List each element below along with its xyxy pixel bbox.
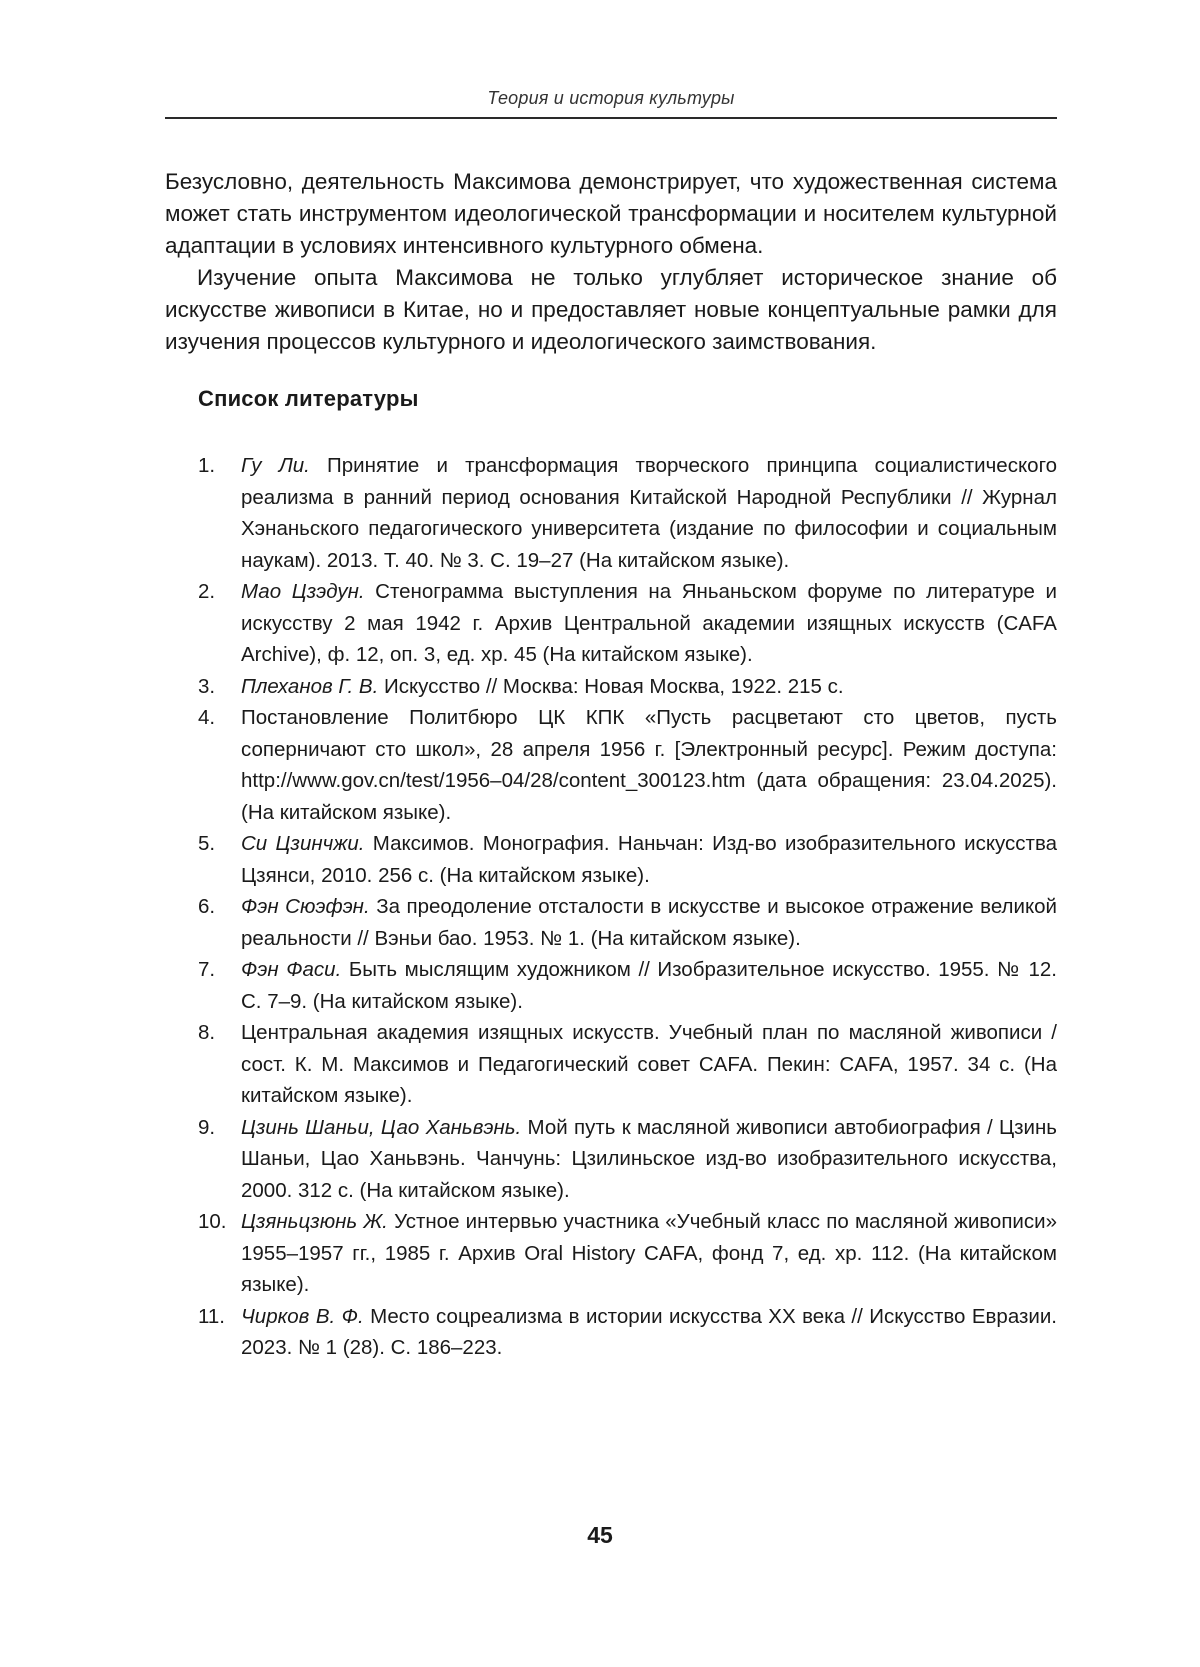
reference-text: Искусство // Москва: Новая Москва, 1922. 215 с.	[383, 674, 844, 698]
reference-author: Цзинь Шаньи, Цао Ханьвэнь.	[241, 1115, 522, 1139]
reference-text: За преодоление отсталости в искусстве и высокое отражение великой реальности // Вэньи бао. 1953. № 1. (На китайском языке).	[241, 895, 1057, 950]
reference-author: Си Цзинчжи.	[241, 832, 365, 855]
reference-item	[198, 671, 1057, 703]
reference-author: Фэн Фаси.	[241, 958, 342, 981]
reference-item	[198, 576, 1057, 671]
body-paragraph: Безусловно, деятельность Максимова демонстрирует, что художественная система может стать инструментом идеологической трансформации и носителем культурной адаптации в условиях интенсивного культурного обмена.	[165, 169, 1057, 258]
reference-item	[198, 1017, 1057, 1112]
body-paragraph: Изучение опыта Максимова не только углубляет историческое знание об искусстве живописи в Китае, но и предоставляет новые концептуальные рамки для изучения процессов культурного и идеологического заимствования.	[165, 265, 1057, 354]
reference-text: Устное интервью участника «Учебный класс по масляной живописи» 1955–1957 гг., 1985 г. Архив Oral History CAFA, фонд 7, ед. хр. 112. (На китайском языке).	[241, 1210, 1057, 1296]
references-list	[198, 450, 1057, 1364]
header-divider	[165, 117, 1057, 119]
reference-number: 9.	[198, 1115, 216, 1139]
reference-number: 3.	[198, 674, 216, 698]
reference-number: 7.	[198, 958, 216, 981]
reference-text: Центральная академия изящных искусств. Учебный план по масляной живописи / сост. К. М. Максимов и Педагогический совет CAFA. Пекин: CAFA, 1957. 34 с. (На китайском языке).	[241, 1021, 1057, 1107]
reference-author: Плеханов Г. В.	[241, 674, 379, 698]
reference-number: 5.	[198, 832, 216, 855]
reference-text: Постановление Политбюро ЦК КПК «Пусть расцветают сто цветов, пусть соперничают сто школ», 28 апреля 1956 г. [Электронный ресурс]. Режим доступа: http://www.gov.cn/test/1956–04/28/content_300123.htm (дата обращения: 23.04.2025). (На китайском языке).	[241, 706, 1057, 824]
reference-text: Стенограмма выступления на Яньаньском форуме по литературе и искусству 2 мая 1942 г. Архив Центральной академии изящных искусств (CAFA Archive), ф. 12, оп. 3, ед. хр. 45 (На китайском языке).	[241, 580, 1057, 666]
body-text	[165, 166, 1057, 358]
reference-number: 4.	[198, 706, 216, 729]
reference-item	[198, 702, 1057, 828]
page-number: 45	[587, 1522, 613, 1548]
reference-text: Быть мыслящим художником // Изобразительное искусство. 1955. № 12. С. 7–9. (На китайском языке).	[241, 958, 1057, 1013]
reference-item	[198, 450, 1057, 576]
reference-number: 10.	[198, 1210, 227, 1233]
reference-text: Место соцреализма в истории искусства XX века // Искусство Евразии. 2023. № 1 (28). С. 186–223.	[241, 1304, 1057, 1359]
reference-text: Максимов. Монография. Наньчан: Изд-во изобразительного искусства Цзянси, 2010. 256 с. (На китайском языке).	[241, 832, 1058, 887]
reference-author: Мао Цзэдун.	[241, 580, 365, 603]
references-heading: Список литературы	[198, 386, 419, 411]
reference-item	[198, 828, 1057, 891]
reference-item	[198, 891, 1057, 954]
reference-number: 8.	[198, 1021, 216, 1044]
reference-number: 2.	[198, 580, 216, 603]
reference-author: Гу Ли.	[241, 454, 310, 477]
reference-item	[198, 1206, 1057, 1301]
reference-number: 11.	[198, 1304, 225, 1328]
reference-number: 1.	[198, 454, 216, 477]
reference-item	[198, 1112, 1057, 1207]
reference-text: Принятие и трансформация творческого принципа социалистического реализма в ранний период основания Китайской Народной Республики // Журнал Хэнаньского педагогического университета (издание по философии и социальным наукам). 2013. Т. 40. № 3. С. 19–27 (На китайском языке).	[241, 454, 1057, 572]
reference-number: 6.	[198, 895, 216, 918]
reference-item	[198, 954, 1057, 1017]
reference-author: Чирков В. Ф.	[241, 1304, 364, 1328]
reference-item	[198, 1301, 1057, 1364]
reference-text: Мой путь к масляной живописи автобиография / Цзинь Шаньи, Цао Ханьвэнь. Чанчунь: Цзилиньское изд-во изобразительного искусства, 2000. 312 с. (На китайском языке).	[241, 1115, 1057, 1202]
reference-author: Фэн Сюэфэн.	[241, 895, 370, 918]
reference-author: Цзяньцзюнь Ж.	[241, 1210, 388, 1233]
running-header-title: Теория и история культуры	[487, 88, 735, 108]
